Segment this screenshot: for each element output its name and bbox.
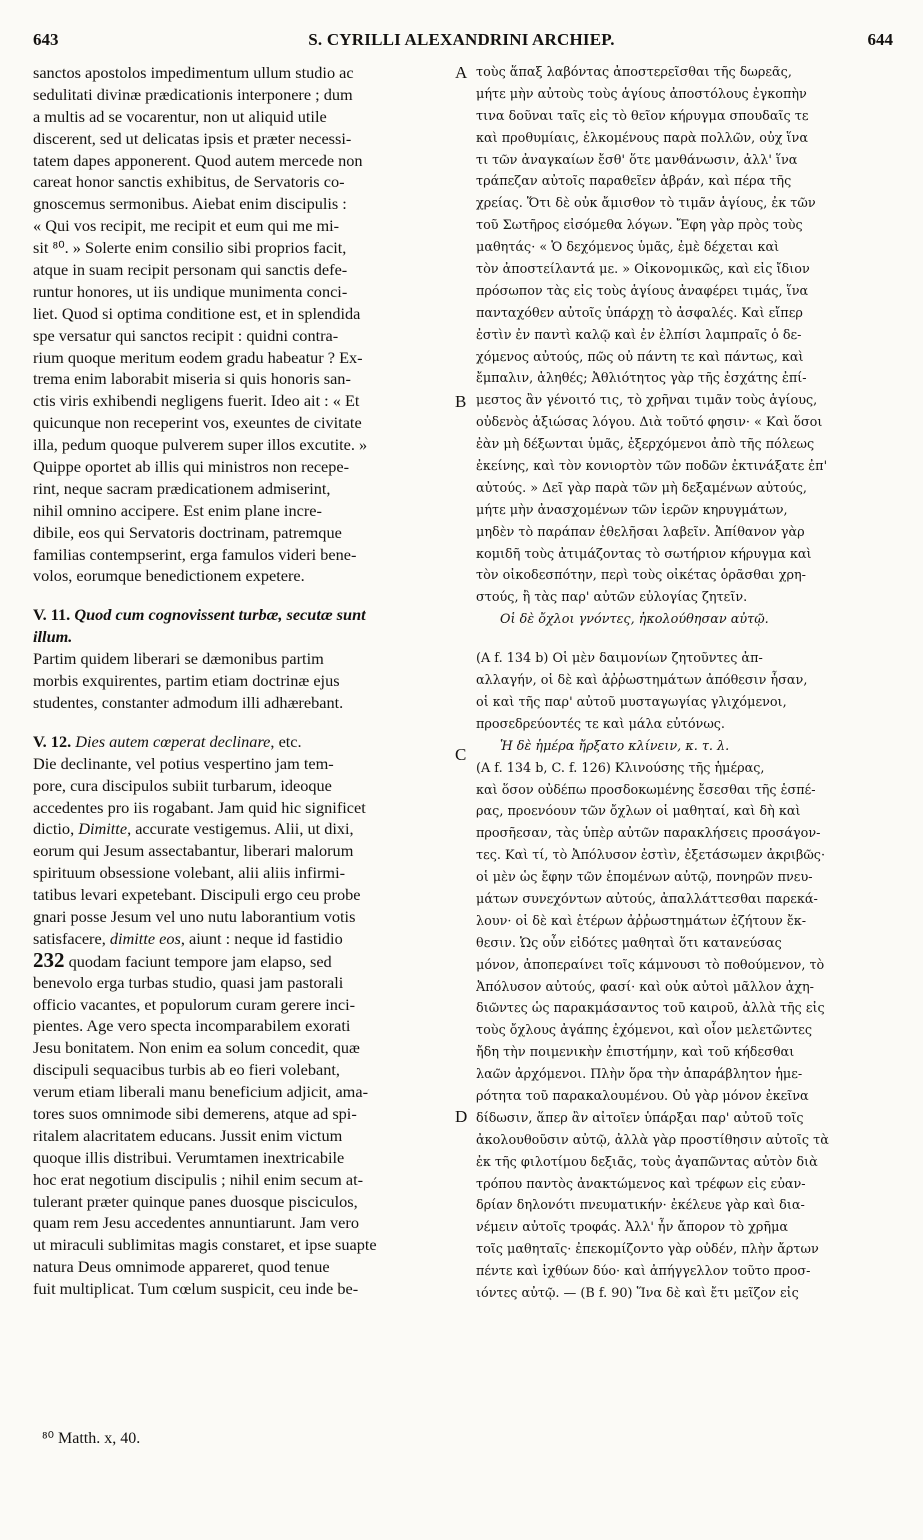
verse-title-tail: , etc.: [270, 731, 302, 751]
italic-term: dimitte eos: [109, 928, 181, 948]
text-line: ritalem alacritatem educans. Jussit enim victum: [33, 1125, 343, 1145]
text-line: πέντε καὶ ἰχθύων δύο· καὶ ἀπήγγελλον τοῦτο προσ-: [476, 1264, 811, 1280]
text-line: τὸν ἀποστείλαντά με. » Οἰκονομικῶς, καὶ εἰς ἴδιον: [476, 262, 810, 278]
text-line: rium quoque meritum eodem gradu habeatur ? Ex-: [33, 347, 363, 367]
text-run: quodam faciunt tempore jam elapso, sed: [64, 951, 332, 971]
text-line: ἔμπαλιν, ἀληθές; Ἀθλιότητος γὰρ τῆς ἐσχάτης ἐπί-: [476, 371, 807, 387]
text-line: οὐδενὸς ἀξιώσας λόγου. Διὰ τοῦτό φησιν· « Καὶ ὅσοι: [476, 415, 823, 431]
verse-title: Quod cum cognovissent turbæ, secutæ sunt: [74, 605, 366, 625]
text-line: νέμειν αὐτοῖς τροφάς. Ἀλλ' ἦν ἄπορον τὸ χρῆμα: [476, 1220, 789, 1236]
text-line: gnoscemus sermonibus. Aiebat enim discipulis :: [33, 194, 347, 214]
text-line: πρόσωπον τὰς εἰς τοὺς ἁγίους ἀναφέρει τιμάς, ἵνα: [476, 283, 809, 299]
text-line: a multis ad se vocarentur, non ut aliquid utile: [33, 106, 327, 126]
latin-paragraph-1: [33, 62, 451, 587]
text-line: ἐκείνης, καὶ τὸν κονιορτὸν τῶν ποδῶν ἐκτινάξατε ἐπ': [476, 459, 828, 475]
text-line: τινα δοῦναι ταῖς εἰς τὸ θεῖον κήρυγμα σπουδαῖς τε: [476, 108, 809, 124]
text-line: pientes. Age vero specta incomparabilem exorati: [33, 1016, 351, 1036]
greek-heading-1: Οἱ δὲ ὄχλοι γνόντες, ἠκολούθησαν αὐτῷ.: [500, 612, 769, 628]
text-line: tores suos omnimode sibi demerens, atque ad spi-: [33, 1103, 357, 1123]
text-line: nihil omnino accipere. Est enim plane incre-: [33, 500, 322, 520]
text-line: quam rem Jesu accedentes annuntiarunt. Jam vero: [33, 1213, 359, 1233]
text-line: eorum qui Jesum assectabantur, liberari malorum: [33, 841, 354, 861]
text-line: hoc erat negotium discipulis ; nihil enim secum at-: [33, 1169, 364, 1189]
text-line: tatibus levari expetebant. Discipuli ergo ceu probe: [33, 885, 361, 905]
column-number: 232: [33, 949, 65, 972]
text-line: προσῆεσαν, τὰς ὑπὲρ αὐτῶν παρακλήσεις προσάγον-: [476, 826, 821, 842]
text-line: morbis exquirentes, partim etiam doctrinæ ejus: [33, 671, 340, 691]
text-line: μάτων συνεχόντων αὐτούς, ἀπαλλάττεσθαι παρεκά-: [476, 891, 818, 907]
text-line: fuit multiplicat. Tum cœlum suspicit, ceu inde be-: [33, 1279, 359, 1299]
text-line: τὸν οἰκοδεσπότην, περὶ τοὺς οἰκέτας ὁρᾶσθαι χρη-: [476, 568, 806, 584]
text-line: discerent, sed ut delicatas ipsis et præter necessi-: [33, 128, 352, 148]
text-line: μηδὲν τὸ παράπαν ἐθελῆσαι λαβεῖν. Ἀπίθανον γὰρ: [476, 524, 805, 540]
text-line: ut miraculi sublimitas magis constaret, et ipse suapte: [33, 1235, 377, 1255]
latin-paragraph-3c: [33, 972, 451, 1300]
verse-title-cont: illum.: [33, 627, 73, 647]
text-line: [33, 950, 451, 972]
text-line: Ἀπόλυσον αὐτούς, φασί· καὶ οὐκ αὐτοὶ μᾶλλον ἀχη-: [476, 979, 814, 995]
text-line: ιόντες αὐτῷ. — (B f. 90) Ἵνα δὲ καὶ ἔτι μεῖζον εἰς: [476, 1285, 799, 1301]
text-line: οἱ μὲν ὡς ἔφην τῶν ἑπομένων αὐτῷ, πονηρῶν πνευ-: [476, 870, 813, 886]
latin-paragraph-2: [33, 648, 451, 714]
text-line: τοῦ Σωτῆρος εἰσόμεθα λόγων. Ἔφη γὰρ πρὸς τοὺς: [476, 218, 803, 234]
text-run: satisfacere,: [33, 928, 110, 948]
section-marker-b: B: [455, 392, 467, 411]
text-line: verum etiam liberali manu beneficium adjicit, ama-: [33, 1082, 368, 1102]
text-line: Jesu bonitatem. Non enim ea solum concedit, quæ: [33, 1038, 360, 1058]
text-line: ἐστὶν ἐν παντὶ καλῷ καὶ ἐν ἐλπίσι λαμπραῖς ὁ δε-: [476, 327, 802, 343]
latin-paragraph-3b: [33, 840, 451, 928]
text-line: sanctos apostolos impedimentum ullum studio ac: [33, 63, 354, 82]
latin-column: [33, 62, 451, 1300]
greek-heading-2: Ἡ δὲ ἡμέρα ἤρξατο κλίνειν, κ. τ. λ.: [500, 738, 730, 754]
greek-paragraph-1: [476, 62, 894, 609]
text-line: αλλαγήν, οἱ δὲ καὶ ἀῤῥωστημάτων ἀπόθεσιν ἦσαν,: [476, 673, 808, 689]
text-line: δρίαν δηλονότι πνευματικήν· ἐκέλευε γὰρ καὶ δια-: [476, 1198, 805, 1214]
latin-heading-1: [33, 604, 451, 626]
text-run: dictio,: [33, 819, 79, 839]
text-line: (A f. 134 b, C. f. 126) Κλινούσης τῆς ἡμέρας,: [476, 760, 765, 776]
text-line: [33, 928, 451, 950]
text-line: θεσιν. Ὡς οὖν εἰδότες μαθηταὶ ὅτι κατανεύσας: [476, 935, 782, 951]
verse-number: V. 12.: [33, 731, 72, 751]
greek-paragraph-2: [476, 648, 894, 736]
text-line: (A f. 134 b) Οἱ μὲν δαιμονίων ζητοῦντες ἀπ-: [476, 651, 763, 667]
latin-heading-2: [33, 731, 451, 753]
latin-paragraph-3a: [33, 753, 451, 819]
section-marker-c: C: [455, 745, 467, 764]
text-run: , aiunt : neque id fastidio: [180, 928, 343, 948]
greek-column: [476, 62, 894, 1305]
section-marker-d: D: [455, 1107, 468, 1126]
text-line: τι τῶν ἀναγκαίων ἔσθ' ὅτε μανθάνωσιν, ἀλλ' ἵνα: [476, 152, 798, 168]
text-line: atque in suam recipit personam qui sanctis defe-: [33, 260, 348, 280]
running-title: S. CYRILLI ALEXANDRINI ARCHIEP.: [308, 30, 615, 49]
text-line: familias contempserint, erga famulos videri bene-: [33, 544, 357, 564]
verse-title: Dies autem cœperat declinare: [75, 731, 271, 751]
text-line: tulerant præter quinque panes duosque pisciculos,: [33, 1191, 358, 1211]
text-line: διῶντες ὡς παρακμάσαντος τοῦ καιροῦ, ἀλλὰ τῆς εἰς: [476, 1001, 825, 1017]
text-line: studentes, constanter admodum illi adhærebant.: [33, 692, 344, 712]
text-line: illa, pedum quoque pulverem super illos excutite. »: [33, 435, 368, 455]
text-line: pore, cura discipulos subiit turbarum, ideoque: [33, 775, 332, 795]
text-line: μήτε μὴν ἀνασχομένων τῶν ἱερῶν κηρυγμάτων,: [476, 502, 788, 518]
text-line: στούς, ἢ τὰς παρ' αὐτῶν εὐλογίας ζητεῖν.: [476, 590, 748, 606]
text-line: Partim quidem liberari se dæmonibus partim: [33, 649, 324, 669]
text-line: discipuli sequacibus turbis ab eo fieri volebant,: [33, 1060, 341, 1080]
text-line: careat honor sanctis exhibitus, de Servatoris co-: [33, 172, 345, 192]
text-line: trema enim laborabit miseria si quis honoris san-: [33, 369, 351, 389]
text-line: rint, neque sacram prædicationem admiserint,: [33, 478, 331, 498]
text-line: τες. Καὶ τί, τὸ Ἀπόλυσον ἐστὶν, ἐξετάσωμεν ἀκριβῶς·: [476, 848, 826, 864]
text-line: liet. Quod si optima conditione est, et in splendida: [33, 303, 361, 323]
text-line: Die declinante, vel potius vespertino jam tem-: [33, 753, 334, 773]
italic-term: Dimitte: [78, 819, 128, 839]
text-line: ἐὰν μὴ δέξωνται ὑμᾶς, ἐξερχόμενοι ἀπὸ τῆς πόλεως: [476, 437, 815, 453]
text-line: spe versatur qui sanctos recipit : quidni contra-: [33, 325, 339, 345]
text-line: « Qui vos recipit, me recipit et eum qui me mi-: [33, 216, 340, 236]
text-line: quoque illis distribui. Verumtamen inextricabile: [33, 1147, 345, 1167]
text-line: τοῖς μαθηταῖς· ἐπεκομίζοντο γὰρ οὐδέν, πλὴν ἄρτων: [476, 1242, 819, 1258]
text-line: καὶ προθυμίαις, ἑλκομένους παρὰ πολλῶν, οὐχ ἵνα: [476, 130, 808, 146]
text-line: accedentes pro iis rogabant. Jam quid hic significet: [33, 797, 366, 817]
text-line: τοὺς ὄχλους ἀγάπης ἐχόμενοι, καὶ οἷον μελετῶντες: [476, 1023, 813, 1039]
text-line: κομιδῆ τοὺς ἀτιμάζοντας τὸ σωτήριον κήρυγμα καὶ: [476, 546, 812, 562]
text-line: quicunque non receperint vos, exeuntes de civitate: [33, 413, 362, 433]
footnote: ⁸⁰ Matth. x, 40.: [42, 1430, 141, 1447]
text-line: ἤδη τὴν ποιμενικὴν ἐπιστήμην, καὶ τοῦ κήδεσθαι: [476, 1045, 795, 1061]
text-line: λαῶν ἀρχόμενοι. Πλὴν ὅρα τὴν ἀπαράβλητον ἡμε-: [476, 1067, 803, 1083]
spacer: [476, 631, 894, 648]
text-line: αὐτούς. » Δεῖ γὰρ παρὰ τῶν μὴ δεξαμένων αὐτούς,: [476, 480, 807, 496]
text-line: μεστος ἂν γένοιτό τις, τὸ χρῆναι τιμᾶν τοὺς ἁγίους,: [476, 393, 818, 409]
text-line: [33, 818, 451, 840]
text-line: μήτε μὴν αὐτοὺς τοὺς ἁγίους ἀποστόλους ἐγκοπὴν: [476, 86, 807, 102]
spacer: [33, 714, 451, 731]
text-line: τρόπου παντὸς ἀνακτώμενος καὶ τρέφων εἰς εὐαν-: [476, 1176, 806, 1192]
text-line: officio vacantes, et populorum curam gerere inci-: [33, 994, 356, 1014]
text-line: οἱ καὶ τῆς παρ' αὐτοῦ μυσταγωγίας γλιχόμενοι,: [476, 694, 787, 710]
text-line: μόνον, ἀποπεραίνει τοῖς κάμνουσι τὸ ποθούμενον, τὸ: [476, 957, 825, 973]
text-line: χρείας. Ὅτι δὲ οὐκ ἄμισθον τὸ τιμᾶν ἁγίους, ἐκ τῶν: [476, 196, 816, 212]
text-line: πανταχόθεν αὐτοῖς ὑπάρχῃ τὸ ἀσφαλές. Καὶ εἴπερ: [476, 305, 803, 321]
text-run: , accurate vestigemus. Alii, ut dixi,: [127, 819, 354, 839]
text-line: χόμενος αὐτούς, πῶς οὐ πάντη τε καὶ πάντως, καὶ: [476, 349, 804, 365]
text-line: ctis viris exhibendi negligens fuerit. Ideo ait : « Et: [33, 391, 360, 411]
text-line: λουν· οἱ δὲ καὶ ἑτέρων ἀῤῥωστημάτων ἐζήτουν ἔκ-: [476, 913, 807, 929]
text-line: sedulitati divinæ prædicationis interponere ; dum: [33, 84, 353, 104]
text-line: gnari posse Jesum vel uno nutu laborantium votis: [33, 906, 356, 926]
text-line: runtur honores, ut iis undique munimenta conci-: [33, 281, 348, 301]
greek-paragraph-3: [476, 758, 894, 1305]
text-line: natura Deus omnimode appareret, quod tenue: [33, 1257, 330, 1277]
verse-number: V. 11.: [33, 605, 71, 625]
text-line: καὶ ὅσον οὐδέπω προσδοκωμένης ἔσεσθαι τῆς ἑσπέ-: [476, 782, 816, 798]
page-number-left: 643: [33, 30, 59, 49]
spacer: [33, 587, 451, 604]
text-line: ἐκ τῆς φιλοτίμου δεξιᾶς, τοὺς ἀγαπῶντας αὐτὸν διὰ: [476, 1154, 818, 1170]
text-line: volos, eorumque benedictionem expetere.: [33, 566, 305, 586]
text-line: tatem dapes apponerent. Quod autem mercede non: [33, 150, 363, 170]
text-line: spirituum obsessione volebant, alii aliis infirmi-: [33, 863, 346, 883]
section-marker-a: A: [455, 63, 468, 82]
text-line: ἀκολουθοῦσιν αὐτῷ, ἀλλὰ γὰρ προστίθησιν αὐτοῖς τὰ: [476, 1132, 829, 1148]
text-line: ρότητα τοῦ παρακαλουμένου. Οὐ γὰρ μόνον ἐκεῖνα: [476, 1088, 809, 1104]
text-line: δίδωσιν, ἅπερ ἂν αἰτοῖεν ὑπάρξαι παρ' αὐτοῦ τοῖς: [476, 1110, 804, 1126]
text-line: τοὺς ἅπαξ λαβόντας ἀποστερεῖσθαι τῆς δωρεᾶς,: [476, 65, 792, 80]
page-number-right: 644: [867, 30, 893, 49]
text-line: τράπεζαν αὐτοῖς παραθεῖεν ἁβράν, καὶ πέρα τῆς: [476, 174, 792, 190]
text-line: sit ⁸⁰. » Solerte enim consilio sibi proprios facit,: [33, 238, 347, 258]
running-header: [0, 30, 923, 60]
text-line: ρας, προενόουν τῶν ὄχλων οἱ μαθηταί, καὶ δὴ καὶ: [476, 804, 801, 820]
text-line: προσεδρεύοντές τε καὶ μάλα εὐτόνως.: [476, 716, 725, 732]
text-line: μαθητάς· « Ὁ δεχόμενος ὑμᾶς, ἐμὲ δέχεται καὶ: [476, 240, 780, 256]
text-line: dibile, eos qui Servatoris doctrinam, patremque: [33, 522, 342, 542]
text-line: Quippe oportet ab illis qui ministros non recepe-: [33, 457, 350, 477]
text-line: benevolo erga turbas studio, quasi jam pastorali: [33, 972, 344, 992]
